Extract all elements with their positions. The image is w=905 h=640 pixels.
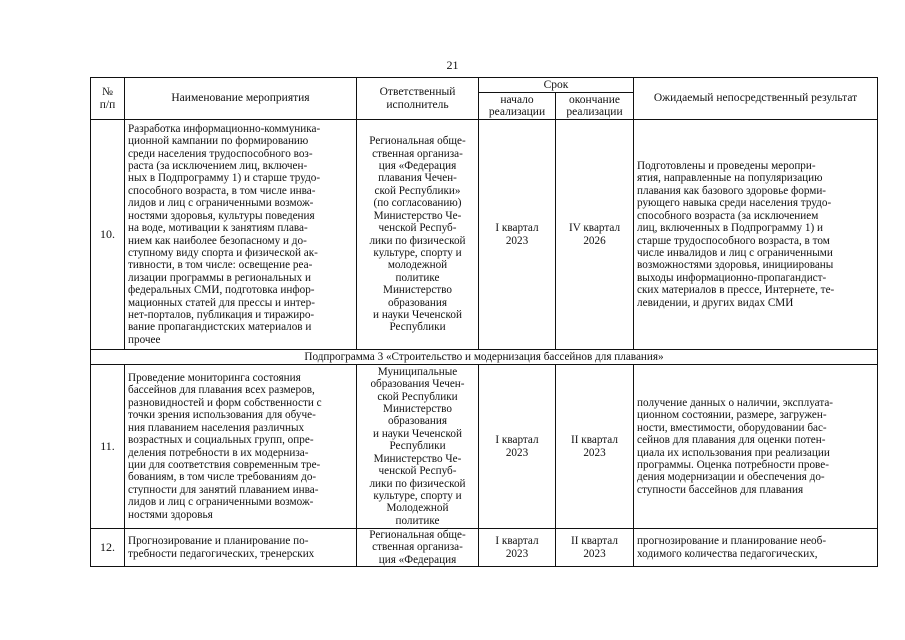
table-row	[91, 365, 878, 529]
header-row	[91, 78, 878, 93]
row-responsible: Региональная обще- ственная организа- ция «Федерация	[357, 529, 479, 567]
row-number: 12.	[91, 529, 125, 567]
row-result: Подготовлены и проведены меропри- ятия, направленные на популяризацию плавания как базового здоровье форми- рующего навыка среди населения трудо- способного возраста (за исключением лиц, включенных в Подпрограмму 1) и старше трудоспособного возраста, в том числе инвалидов и лиц с ограниченными возможностями здоровья, инициированы выходы информационно-пропагандист- ских материалов в прессе, Интернете, те- левидении, и других видах СМИ	[634, 120, 878, 350]
row-responsible: Региональная обще- ственная организа- ция «Федерация плавания Чечен- ской Республики» (по согласованию) Министерство Че- ченской Респуб- лики по физической культуре, спорту и молодежной политике Министерство образования и науки Чеченской Республики	[357, 120, 479, 350]
row-end: II квартал 2023	[556, 365, 634, 529]
row-responsible: Муниципальные образования Чечен- ской Республики Министерство образования и науки Чеченской Республики Министерство Че- ченской Респуб- лики по физической культуре, спорту и Молодежной политике	[357, 365, 479, 529]
row-result: получение данных о наличии, эксплуата- ционном состоянии, размере, загружен- ности, вместимости, оборудовании бас- сейнов для плавания для оценки потен- циала их использования при реализации программы. Оценка потребности прове- дения модернизации и обеспечения до- ступности бассейнов для плавания	[634, 365, 878, 529]
col-header-end: окончание реализации	[556, 93, 634, 120]
row-name: Прогнозирование и планирование по- требности педагогических, тренерских	[125, 529, 357, 567]
row-start: I квартал 2023	[479, 365, 556, 529]
section-row	[91, 350, 878, 365]
row-number: 10.	[91, 120, 125, 350]
col-header-result: Ожидаемый непосредственный результат	[634, 78, 878, 120]
row-number: 11.	[91, 365, 125, 529]
col-header-responsible: Ответственный исполнитель	[357, 78, 479, 120]
measures-table	[90, 77, 878, 567]
row-end: IV квартал 2026	[556, 120, 634, 350]
section-title: Подпрограмма 3 «Строительство и модернизация бассейнов для плавания»	[91, 350, 878, 365]
col-header-start: начало реализации	[479, 93, 556, 120]
col-header-num: № п/п	[91, 78, 125, 120]
col-header-name: Наименование мероприятия	[125, 78, 357, 120]
col-header-period: Срок	[479, 78, 634, 93]
page-number: 21	[446, 58, 459, 72]
row-name: Разработка информационно-коммуника- ционной кампании по формированию среди населения трудоспособного воз- раста (за исключением лиц, включен- ных в Подпрограмму 1) и старше трудо- способного возраста, в том числе инва- лидов и лиц с ограниченными возмож- ностями здоровья, культуры поведения на воде, мотивации к занятиям плава- нием как наиболее безопасному и до- ступному виду спорта и физической ак- тивности, в том числе: освещение реа- лизации программы в региональных и федеральных СМИ, подготовка инфор- мационных статей для прессы и интер- нет-порталов, публикация и тиражиро- вание пропагандистских материалов и прочее	[125, 120, 357, 350]
row-start: I квартал 2023	[479, 120, 556, 350]
row-end: II квартал 2023	[556, 529, 634, 567]
table-row	[91, 120, 878, 350]
table-row	[91, 529, 878, 567]
row-name: Проведение мониторинга состояния бассейнов для плавания всех размеров, разновидностей и форм собственности с точки зрения использования для обуче- ния плаванием населения различных возрастных и социальных групп, опре- деления потребности в их модерниза- ции для соответствия современным тре- бованиям, в том числе требованиям до- ступности для занятий плаванием инва- лидов и лиц с ограниченными возмож- ностями здоровья	[125, 365, 357, 529]
row-result: прогнозирование и планирование необ- ходимого количества педагогических,	[634, 529, 878, 567]
row-start: I квартал 2023	[479, 529, 556, 567]
